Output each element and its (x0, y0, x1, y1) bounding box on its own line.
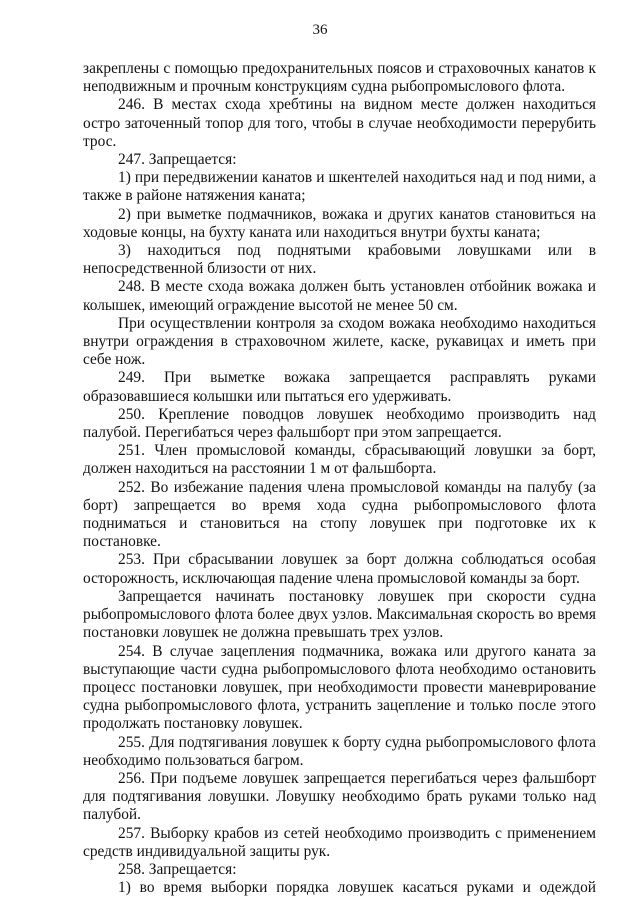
paragraph: 249. При выметке вожака запрещается расправлять руками образовавшиеся колышки или пытаться его удерживать. (83, 369, 596, 405)
paragraph: 256. При подъеме ловушек запрещается перегибаться через фальшборт для подтягивания ловушки. Ловушку необходимо брать руками только над палубой. (83, 769, 596, 824)
paragraph: 254. В случае зацепления подмачника, вожака или другого каната за выступающие части судна рыбопромыслового флота необходимо остановить процесс постановки ловушек, при необходимости провести маневрирование судна рыбопромыслового флота, устранить зацепление и только после этого продолжать постановку ловушек. (83, 642, 596, 733)
page-number: 36 (312, 22, 328, 38)
paragraph: 1) при передвижении канатов и шкентелей находиться над и под ними, а также в районе натяжения каната; (83, 169, 596, 205)
paragraph: 1) во время выборки порядка ловушек касаться руками и одеждой (118, 879, 596, 897)
paragraph: 255. Для подтягивания ловушек к борту судна рыбопромыслового флота необходимо пользоваться багром. (83, 733, 596, 769)
paragraph: 251. Член промысловой команды, сбрасывающий ловушки за борт, должен находиться на расстоянии 1 м от фальшборта. (83, 442, 596, 478)
paragraph: 247. Запрещается: (118, 151, 237, 169)
paragraph: 253. При сбрасывании ловушек за борт должна соблюдаться особая осторожность, исключающая падение члена промысловой команды за борт. (83, 551, 596, 587)
paragraph: При осуществлении контроля за сходом вожака необходимо находиться внутри ограждения в страховочном жилете, каске, рукавицах и иметь при себе нож. (83, 314, 596, 369)
paragraph: 246. В местах схода хребтины на видном месте должен находиться остро заточенный топор для того, чтобы в случае необходимости перерубить трос. (83, 96, 596, 150)
paragraph: 2) при выметке подмачников, вожака и других канатов становиться на ходовые концы, на бухту каната или находиться внутри бухты каната; (83, 205, 596, 241)
paragraph: 250. Крепление поводцов ловушек необходимо производить над палубой. Перегибаться через фальшборт при этом запрещается. (83, 405, 596, 442)
paragraph: 248. В месте схода вожака должен быть установлен отбойник вожака и колышек, имеющий ограждение высотой не менее 50 см. (83, 278, 596, 314)
paragraph: закреплены с помощью предохранительных поясов и страховочных канатов к неподвижным и прочным конструкциям судна рыбопромыслового флота. (83, 60, 596, 96)
paragraph: 258. Запрещается: (118, 860, 237, 878)
paragraph: 257. Выборку крабов из сетей необходимо производить с применением средств индивидуальной защиты рук. (83, 824, 596, 860)
document-body (83, 60, 596, 897)
paragraph: Запрещается начинать постановку ловушек при скорости судна рыбопромыслового флота более двух узлов. Максимальная скорость во время постановки ловушек не должна превышать трех узлов. (83, 587, 596, 642)
paragraph: 252. Во избежание падения члена промысловой команды на палубу (за борт) запрещается во время хода судна рыбопромыслового флота подниматься и становиться на стопу ловушек при подготовке их к постановке. (83, 478, 596, 551)
paragraph: 3) находиться под поднятыми крабовыми ловушками или в непосредственной близости от них. (83, 242, 596, 278)
